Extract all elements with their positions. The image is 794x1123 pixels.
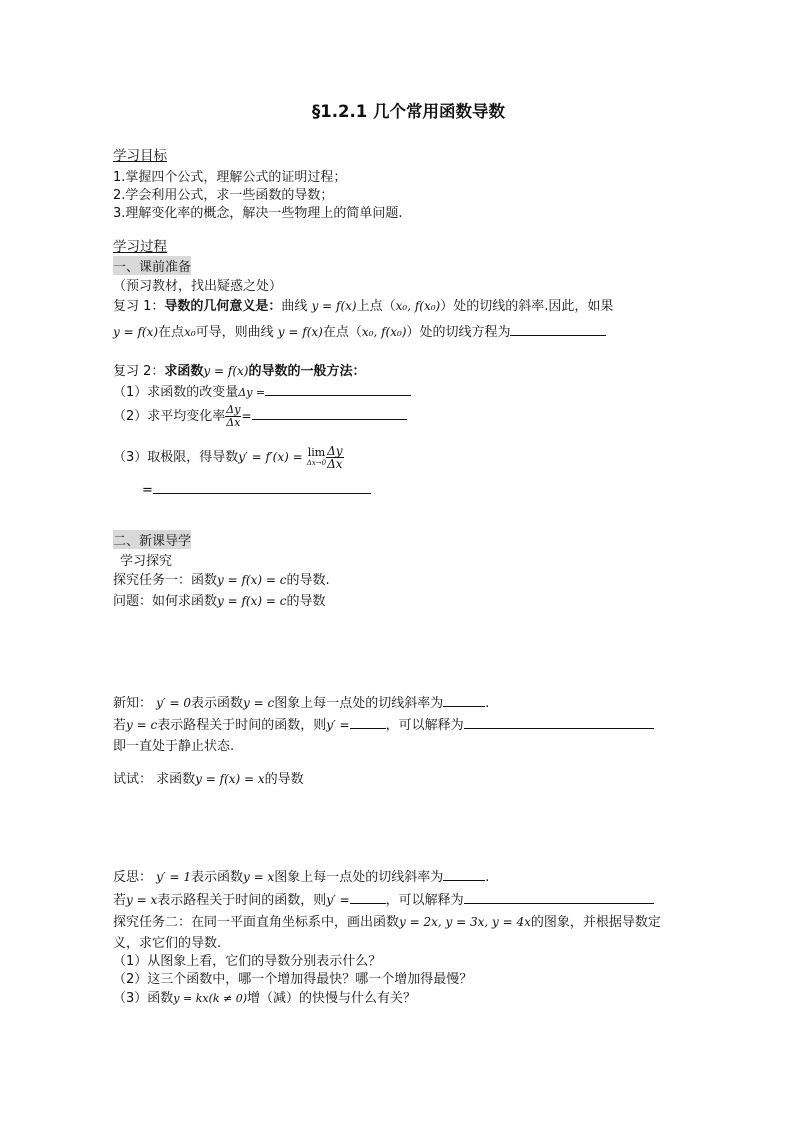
ref-formula-2: y = x: [243, 870, 275, 884]
ref-label: 反思：: [113, 870, 153, 885]
try-formula: y = f(x) = x: [195, 772, 265, 786]
if2-formula: y = x: [126, 893, 158, 907]
ref-formula-1: y′ = 1: [156, 870, 191, 884]
step2-line: [113, 404, 407, 429]
ref-text-b: 表示函数: [190, 870, 243, 885]
if1-text-b: 表示路程关于时间的函数，则: [157, 718, 327, 733]
step3-line: [113, 445, 344, 470]
question-3: [113, 987, 416, 1006]
review1-formula: y = f(x): [311, 299, 357, 313]
step2-fraction: [225, 404, 241, 429]
review2-line: [113, 360, 365, 379]
new-formula-1: y′ = 0: [156, 696, 191, 710]
if2-text-b: 表示路程关于时间的函数，则: [157, 893, 327, 908]
try-label: 试试：: [113, 772, 153, 787]
review1-text-g: 在点（: [322, 325, 362, 340]
task2-line-1: [113, 911, 661, 930]
q3-text-b: 增（减）的快慢与什么有关？: [247, 991, 417, 1006]
step4-blank[interactable]: [153, 481, 371, 494]
new-slope-blank[interactable]: [443, 694, 485, 707]
review1-text-a: 曲线: [281, 299, 308, 314]
new-text-d: .: [485, 696, 490, 711]
review1-text-b: 上点（: [356, 299, 396, 314]
review1-line2: [113, 321, 606, 340]
page-title: §1.2.1 几个常用函数导数: [312, 102, 505, 121]
review2-formula: y = f(x): [203, 364, 249, 378]
step3-lim-label: lim: [307, 445, 326, 459]
step1-blank[interactable]: [265, 383, 411, 396]
review1-formula-2: y = f(x): [113, 325, 159, 339]
task2-formula: y = 2x, y = 3x, y = 4x: [399, 915, 531, 929]
step3-lim-sub: Δx→0: [306, 458, 327, 467]
objective-item-1: 1.掌握四个公式，理解公式的证明过程；: [113, 170, 347, 185]
review1-label: 复习 1：: [113, 299, 165, 314]
task1-text-b: 的导数.: [286, 573, 330, 588]
review2-bold-b: 的导数的一般方法：: [248, 364, 366, 379]
new-knowledge-line: [113, 692, 489, 711]
review2-bold-a: 求函数: [164, 364, 204, 379]
step2-equals: =: [241, 409, 252, 423]
if1-line: [113, 714, 654, 733]
review1-text-c: ）处的切线的斜率.因此，如果: [440, 299, 614, 314]
question-formula: y = f(x) = c: [217, 594, 287, 608]
review1-point: x₀, f(x₀): [395, 299, 441, 313]
reflection-line: [113, 866, 489, 885]
question-line: [113, 590, 325, 609]
question-1: （1）从图象上看，它们的导数分别表示什么？: [113, 954, 382, 969]
tangent-equation-blank[interactable]: [510, 323, 606, 336]
step1-text: （1）求函数的改变量: [113, 385, 239, 400]
if1-conclusion: 即一直处于静止状态.: [113, 739, 235, 754]
new-text-b: 表示函数: [190, 696, 243, 711]
if2-text-a: 若: [113, 893, 127, 908]
review1-text-e: 可导，则曲线: [195, 325, 274, 340]
if2-formula-2: y′ =: [326, 893, 350, 907]
step3-fraction: [326, 445, 343, 470]
try-line: [113, 768, 304, 787]
part2-heading: 二、新课导学: [113, 530, 191, 549]
if1-explain-blank[interactable]: [464, 716, 654, 729]
question-text-b: 的导数: [286, 594, 326, 609]
if1-formula: y = c: [126, 718, 158, 732]
step3-limit: [307, 447, 326, 469]
if1-derivative-blank[interactable]: [350, 716, 386, 729]
review1-bold: 导数的几何意义是：: [164, 299, 282, 314]
review2-label: 复习 2：: [113, 364, 165, 379]
ref-text-d: .: [485, 870, 490, 885]
review1-line1: [113, 295, 613, 314]
task2-text-a: 探究任务二：在同一平面直角坐标系中，画出函数: [113, 915, 400, 930]
step1-line: [113, 381, 411, 400]
ref-slope-blank[interactable]: [443, 868, 485, 881]
process-heading: 学习过程: [113, 239, 167, 255]
new-text-c: 图象上每一点处的切线斜率为: [274, 696, 444, 711]
step3-denominator: Δx: [327, 457, 343, 471]
step4-line: [142, 481, 371, 498]
question-text-a: 问题：如何求函数: [113, 594, 218, 609]
if2-derivative-blank[interactable]: [350, 891, 386, 904]
objectives-heading: 学习目标: [113, 148, 167, 164]
review1-text-h: ）处的切线方程为: [406, 325, 511, 340]
step3-numerator: Δy: [327, 444, 343, 458]
task2-text-b: 的图象，并根据导数定: [530, 915, 661, 930]
if2-text-c: ，可以解释为: [385, 893, 464, 908]
review1-formula-3: y = f(x): [277, 325, 323, 339]
new-label: 新知：: [113, 696, 153, 711]
if1-text-a: 若: [113, 718, 127, 733]
if2-explain-blank[interactable]: [464, 891, 654, 904]
objective-item-3: 3.理解变化率的概念，解决一些物理上的简单问题.: [113, 206, 403, 221]
if1-text-c: ，可以解释为: [385, 718, 464, 733]
step2-numerator: Δy: [226, 403, 241, 416]
task1-formula: y = f(x) = c: [217, 573, 287, 587]
question-2: （2）这三个函数中，哪一个增加得最快？哪一个增加得最慢？: [113, 972, 473, 987]
try-text-c: 的导数: [264, 772, 304, 787]
if2-line: [113, 889, 654, 908]
step2-denominator: Δx: [226, 416, 241, 429]
try-text-b: 求函数: [156, 772, 196, 787]
task1-text-a: 探究任务一：函数: [113, 573, 218, 588]
part1-heading: 一、课前准备: [113, 256, 191, 275]
step3-formula: y′ = f′(x) =: [238, 450, 303, 464]
task1-line: [113, 569, 330, 588]
step2-blank[interactable]: [252, 407, 407, 420]
q3-text-a: （3）函数: [113, 991, 174, 1006]
step4-equals: =: [142, 483, 153, 498]
review1-x0: x₀: [184, 325, 196, 339]
step2-text: （2）求平均变化率: [113, 409, 226, 424]
ref-text-c: 图象上每一点处的切线斜率为: [274, 870, 444, 885]
preview-note: （预习教材，找出疑惑之处）: [113, 279, 283, 294]
step1-formula: Δy =: [238, 386, 266, 399]
task2-line-2: 义，求它们的导数.: [113, 936, 222, 951]
q3-formula: y = kx(k ≠ 0): [173, 992, 248, 1005]
review1-point-2: x₀, f(x₀): [361, 325, 407, 339]
part2-subheading: 学习探究: [120, 554, 173, 569]
if1-formula-2: y′ =: [326, 718, 350, 732]
review1-text-d: 在点: [158, 325, 185, 340]
new-formula-2: y = c: [243, 696, 275, 710]
step3-text: （3）取极限，得导数: [113, 450, 239, 465]
objective-item-2: 2.学会利用公式，求一些函数的导数；: [113, 188, 334, 203]
